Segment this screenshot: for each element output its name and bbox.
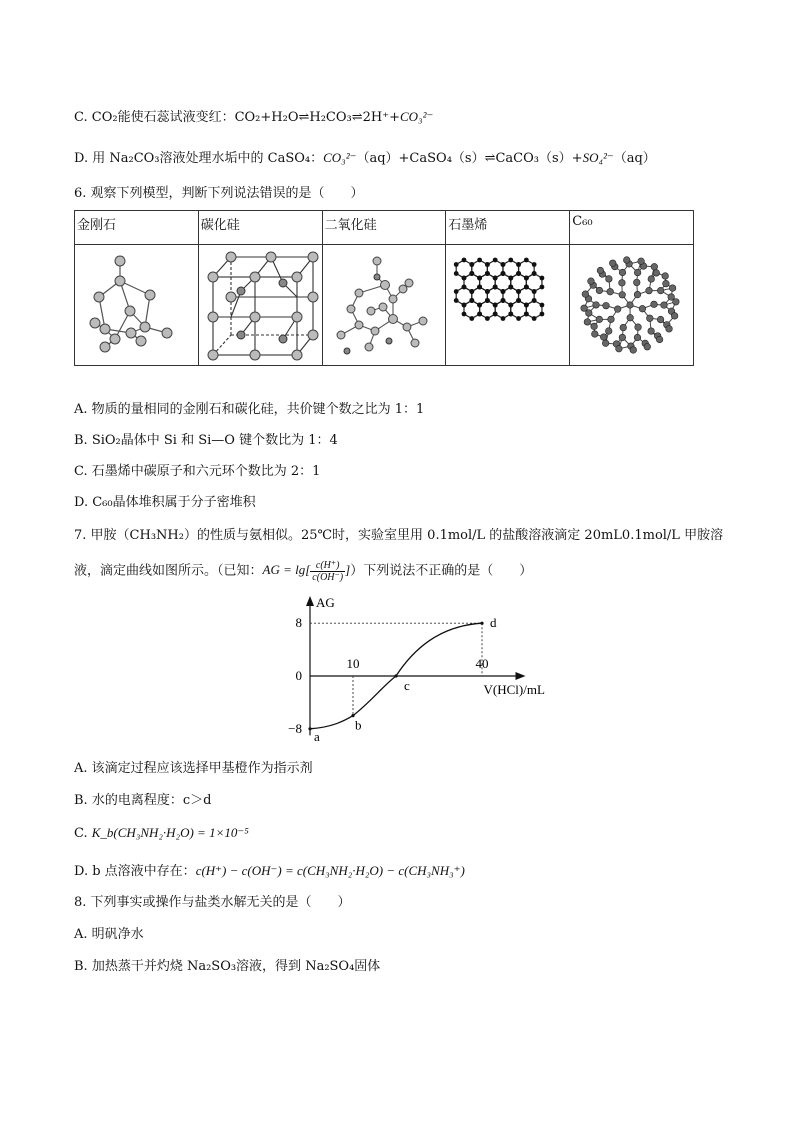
- carbonate-ion: CO₃²⁻: [400, 109, 434, 124]
- c60-model-image: [570, 247, 690, 363]
- crystal-models-table: [74, 210, 694, 366]
- x-axis-label: V(HCl)/mL: [483, 682, 545, 697]
- ag-fraction-numerator: c(H⁺): [310, 560, 345, 572]
- point-label-d: d: [490, 615, 497, 631]
- q7-option-c: [74, 824, 249, 843]
- ag-formula-rhs: ]: [345, 562, 351, 578]
- point-label-a: a: [314, 728, 320, 744]
- header-graphene: 石墨烯: [446, 211, 570, 245]
- q5-option-c: [74, 108, 433, 127]
- q7-option-b: B. 水的电离程度：c＞d: [74, 793, 212, 808]
- y-axis-label: AG: [316, 595, 335, 610]
- titration-curve-chart: [270, 590, 545, 750]
- q5-option-d-part2: （aq）+CaSO₄（s）⇌CaCO₃（s）+: [356, 151, 583, 166]
- carbonate-ion-2: CO₃²⁻: [323, 150, 357, 165]
- c60-model-cell: [570, 245, 694, 366]
- q7-stem-line2-part1: 液，滴定曲线如图所示。（已知：: [74, 563, 263, 579]
- q6-option-b: B. SiO₂晶体中 Si 和 Si—O 键个数比为 1：4: [74, 433, 338, 448]
- q5-option-c-text: C. CO₂能使石蕊试液变红：CO₂+H₂O⇌H₂CO₃⇌2H⁺+: [74, 110, 400, 125]
- q5-option-d-part1: D. 用 Na₂CO₃溶液处理水垢中的 CaSO₄：: [74, 151, 324, 166]
- header-c60: C₆₀: [570, 211, 694, 245]
- q5-option-d-part3: （aq）: [613, 151, 656, 166]
- silicon-dioxide-model-cell: [322, 245, 446, 366]
- q6-option-a: A. 物质的量相同的金刚石和碳化硅，共价键个数之比为 1：1: [74, 402, 425, 417]
- y-tick-label: −8: [288, 720, 302, 736]
- q6-option-d: D. C₆₀晶体堆积属于分子密堆积: [74, 495, 256, 510]
- charge-balance-formula: c(H⁺) − c(OH⁻) = c(CH₃NH₂·H₂O) − c(CH₃NH₃⁺): [195, 863, 465, 878]
- header-silicon-dioxide: 二氧化硅: [322, 211, 446, 245]
- q7-option-d-label: D. b 点溶液中存在：: [74, 864, 196, 879]
- q6-option-c: C. 石墨烯中碳原子和六元环个数比为 2：1: [74, 464, 321, 479]
- point-a: [308, 727, 311, 730]
- q7-option-c-label: C.: [74, 826, 88, 841]
- q6-stem: 6. 观察下列模型，判断下列说法错误的是（ ）: [74, 186, 364, 201]
- q8-option-a: A. 明矾净水: [74, 927, 144, 942]
- silicon-carbide-model-image: [199, 247, 319, 363]
- x-tick-label: 40: [475, 656, 489, 671]
- q7-stem-line1: 7. 甲胺（CH₃NH₂）的性质与氨相似。25℃时，实验室里用 0.1mol/L 的盐酸溶液滴定 20mL0.1mol/L 甲胺溶: [74, 528, 724, 543]
- q7-stem-line2: [74, 560, 532, 583]
- q7-option-a: A. 该滴定过程应该选择甲基橙作为指示剂: [74, 761, 313, 776]
- header-silicon-carbide: 碳化硅: [198, 211, 322, 245]
- point-c: [394, 674, 397, 677]
- q8-option-b: B. 加热蒸干并灼烧 Na₂SO₃溶液，得到 Na₂SO₄固体: [74, 959, 381, 974]
- q7-stem-line2-part2: ）下列说法不正确的是（ ）: [350, 563, 533, 579]
- y-axis-arrow: [306, 596, 314, 606]
- point-label-b: b: [355, 717, 362, 733]
- x-axis-arrow: [516, 672, 526, 680]
- ag-fraction-denominator: c(OH⁻): [312, 572, 344, 583]
- q5-option-d: [74, 149, 656, 168]
- graphene-model-cell: [446, 245, 570, 366]
- header-diamond: 金刚石: [75, 211, 199, 245]
- silicon-carbide-model-cell: [198, 245, 322, 366]
- ag-formula-lhs: AG = lg[: [262, 562, 311, 578]
- y-tick-label: 8: [295, 615, 302, 631]
- silicon-dioxide-model-image: [323, 247, 443, 363]
- kb-formula: K_b(CH₃NH₂·H₂O) = 1×10⁻⁵: [91, 825, 249, 840]
- graphene-model-image: [446, 247, 566, 363]
- sulfate-ion: SO₄²⁻: [582, 150, 614, 165]
- diamond-model-image: [75, 247, 195, 363]
- q7-option-d: [74, 862, 465, 881]
- y-tick-label: 0: [295, 668, 302, 683]
- q8-stem: 8. 下列事实或操作与盐类水解无关的是（ ）: [74, 895, 351, 910]
- ag-fraction: [310, 560, 345, 583]
- ag-formula: [262, 560, 351, 583]
- point-d: [480, 622, 483, 625]
- point-label-c: c: [404, 678, 410, 693]
- diamond-model-cell: [75, 245, 199, 366]
- x-tick-label: 10: [346, 656, 360, 671]
